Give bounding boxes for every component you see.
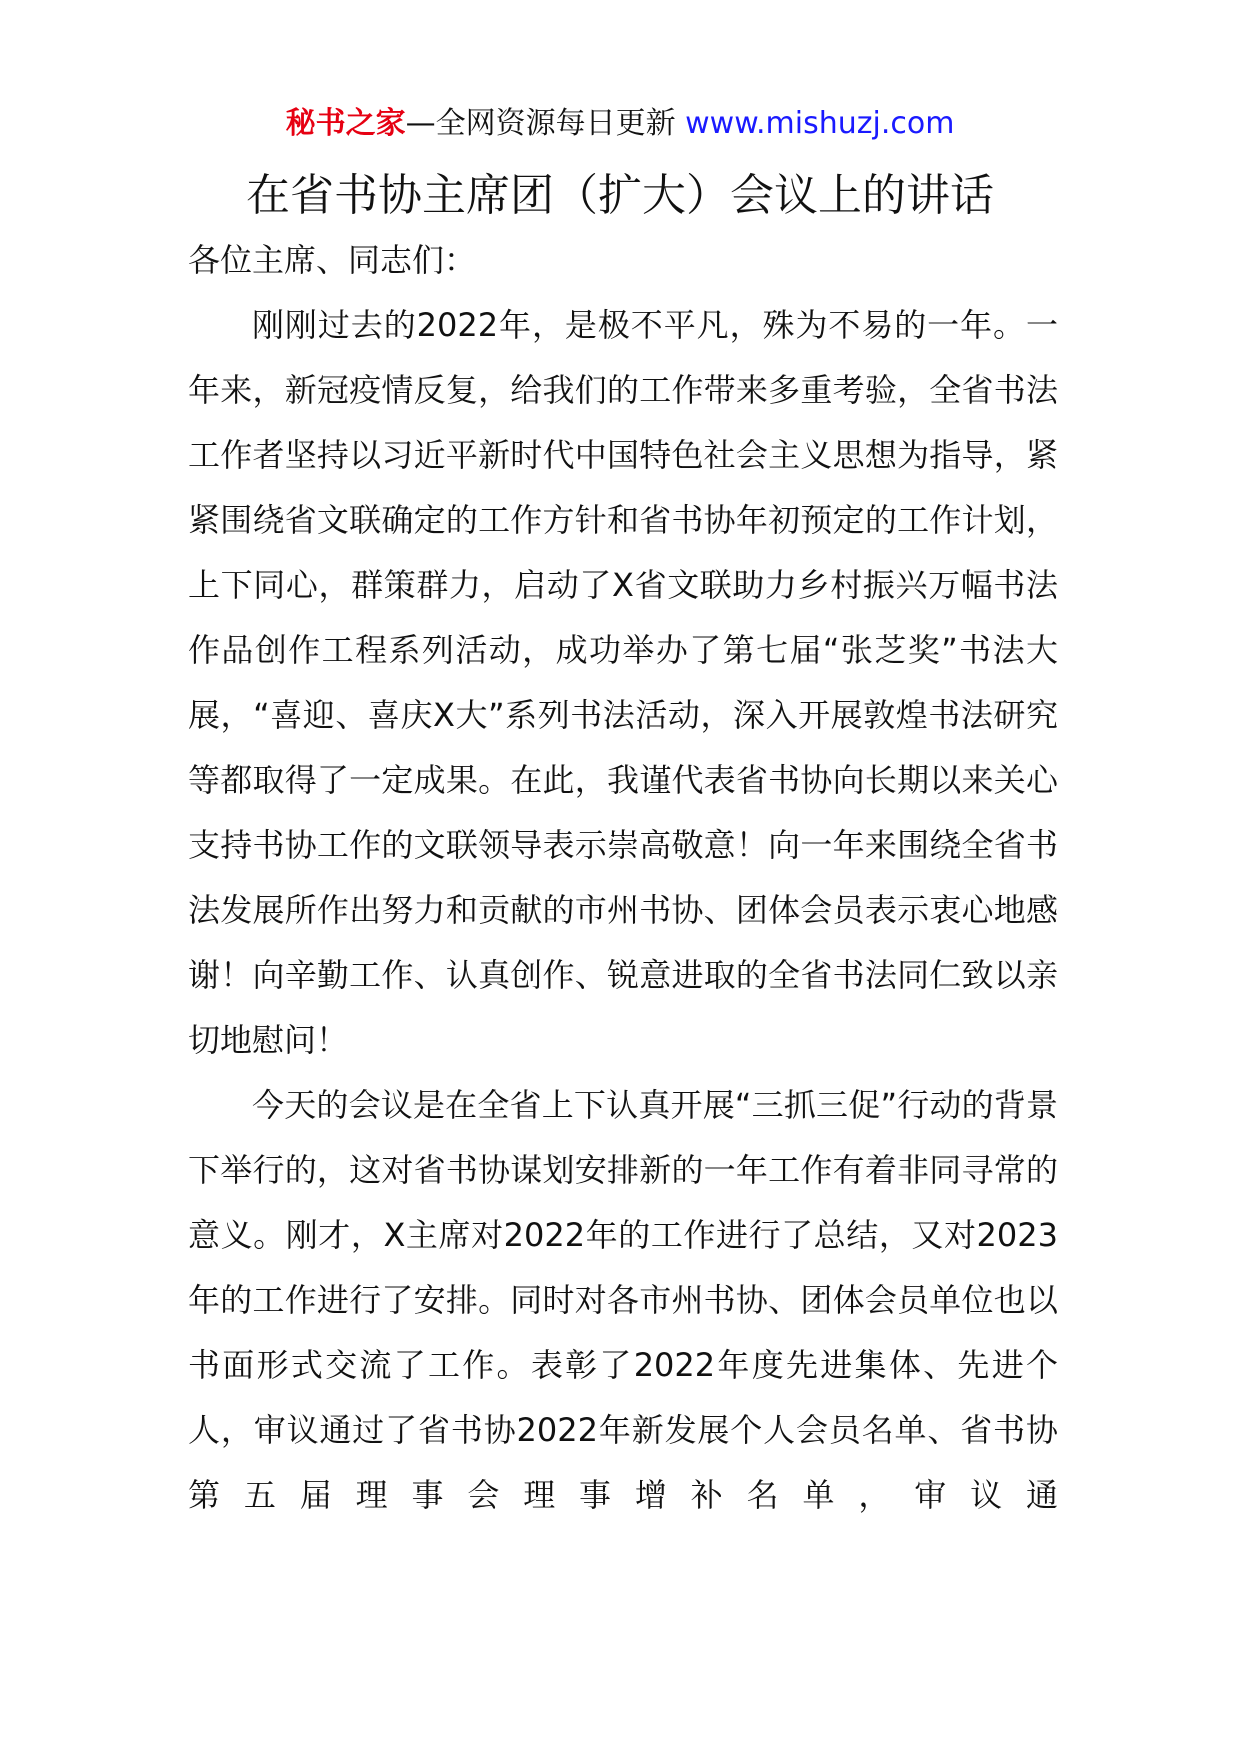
document-body	[188, 228, 1058, 1528]
site-url-link[interactable]: www.mishuzj.com	[685, 106, 955, 141]
header-slogan: —全网资源每日更新	[405, 106, 686, 141]
brand-name: 秘书之家	[285, 106, 406, 141]
body-paragraph: 今天的会议是在全省上下认真开展“三抓三促”行动的背景下举行的，这对省书协谋划安排新的一年工作有着非同寻常的意义。刚才，X主席对2022年的工作进行了总结，又对2023年的工作进行了安排。同时对各市州书协、团体会员单位也以书面形式交流了工作。表彰了2022年度先进集体、先进个人，审议通过了省书协2022年新发展个人会员名单、省书协第五届理事会理事增补名单，审议通	[188, 1086, 1058, 1514]
body-paragraph: 刚刚过去的2022年，是极不平凡，殊为不易的一年。一年来，新冠疫情反复，给我们的工作带来多重考验，全省书法工作者坚持以习近平新时代中国特色社会主义思想为指导，紧紧围绕省文联确定的工作方针和省书协年初预定的工作计划，上下同心，群策群力，启动了X省文联助力乡村振兴万幅书法作品创作工程系列活动，成功举办了第七届“张芝奖”书法大展，“喜迎、喜庆X大”系列书法活动，深入开展敦煌书法研究等都取得了一定成果。在此，我谨代表省书协向长期以来关心支持书协工作的文联领导表示崇高敬意！向一年来围绕全省书法发展所作出努力和贡献的市州书协、团体会员表示衷心地感谢！向辛勤工作、认真创作、锐意进取的全省书法同仁致以亲切地慰问！	[188, 306, 1058, 1059]
site-header	[0, 100, 1240, 148]
document-title: 在省书协主席团（扩大）会议上的讲话	[246, 170, 994, 221]
salutation: 各位主席、同志们：	[188, 241, 477, 279]
